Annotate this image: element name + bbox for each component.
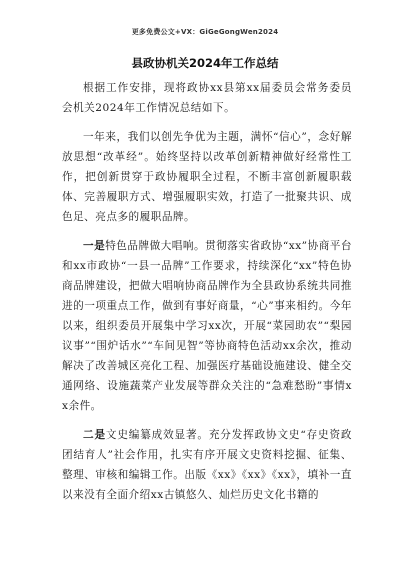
paragraph-text: 文史编纂成效显著。充分发挥政协文史“存史资政团结育人”社会作用，扎实有序开展文史资料挖掘、征集、整理、审核和编辑工作。出版《xx》《xx》《xx》，填补一直以来没有全面介绍xx古镇悠久、灿烂历史文化书籍的 xyxy=(62,429,353,501)
document-body xyxy=(62,78,352,514)
paragraph-lead: 二是 xyxy=(83,429,106,441)
paragraph-text: 一年来，我们以创先争优为主题，满怀“信心”，念好解放思想“改革经”。始终坚持以改革创新精神做好经常性工作，把创新贯穿于政协履职全过程，不断丰富创新履职载体、完善履职方式、增强履职实效，打造了一批聚共识、成色足、亮点多的履职品牌。 xyxy=(62,131,352,223)
paragraph-point-two xyxy=(62,425,352,505)
paragraph-text: 根据工作安排，现将政协xx县第xx届委员会常务委员会机关2024年工作情况总结如下。 xyxy=(62,82,352,114)
paragraph-overview xyxy=(62,127,352,227)
watermark-text: 更多免费公文+VX：GiGeGongWen2024 xyxy=(131,28,279,36)
paragraph-lead: 一是 xyxy=(83,240,106,252)
paragraph-text: 特色品牌做大唱响。贯彻落实省政协“xx”协商平台和xx市政协“一县一品牌”工作要求，持续深化“xx”特色协商品牌建设，把做大唱响协商品牌作为全县政协系统共同推进的一项重点工作，做到有事好商量，“心”事来相约。今年以来，组织委员开展集中学习xx次，开展“菜园助农”“梨园议事”“围炉话水”“车间见智”等协商特色活动xx余次，推动解决了改善城区亮化工程、加强医疗基础设施建设、健全交通网络、设施蔬菜产业发展等群众关注的“急难愁盼”事情xx余件。 xyxy=(62,240,352,412)
paragraph-intro xyxy=(62,78,352,118)
paragraph-point-one xyxy=(62,236,352,416)
document-title: 县政协机关2024年工作总结 xyxy=(131,56,279,70)
